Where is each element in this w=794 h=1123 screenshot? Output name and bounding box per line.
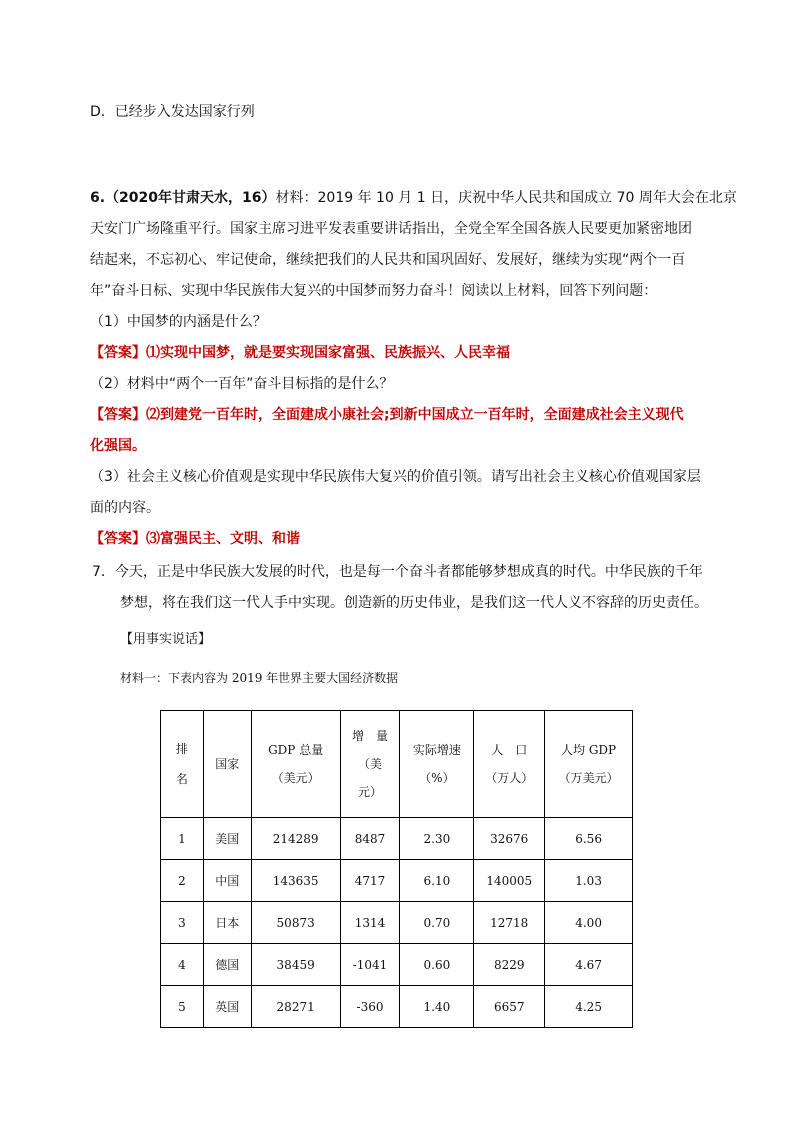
q6-sub3-question: （3）社会主义核心价值观是实现中华民族伟大复兴的价值引领。请写出社会主义核心价值观国家层	[90, 469, 701, 485]
option-d: D．已经步入发达国家行列	[90, 104, 255, 120]
table-cell: 1.03	[545, 860, 633, 902]
table-cell: 140005	[474, 860, 545, 902]
q6-sub2-question: （2）材料中“两个一百年”奋斗目标指的是什么？	[90, 376, 394, 392]
table-cell: 4.25	[545, 986, 633, 1028]
q6-sub2-answer	[90, 404, 684, 424]
table-cell: 28271	[251, 986, 340, 1028]
table-header-cell	[340, 711, 400, 818]
header-text: 人 口	[491, 742, 528, 757]
table-cell: 6.56	[545, 818, 633, 860]
table-header-cell	[203, 711, 251, 818]
table-cell: 美国	[203, 818, 251, 860]
q6-sub1-question: （1）中国梦的内涵是什么？	[90, 314, 267, 330]
answer-tag: 【答案】	[90, 407, 146, 423]
table-row	[161, 818, 633, 860]
q7-line-2: 梦想，将在我们这一代人手中实现。创造新的历史伟业，是我们这一代人义不容辞的历史责任。	[120, 595, 708, 611]
q6-sub2-answer-cont: 化强国。	[90, 438, 146, 454]
table-row	[161, 986, 633, 1028]
header-text: 元）	[358, 785, 383, 800]
table-header-cell	[400, 711, 474, 818]
q6-line-1	[90, 187, 737, 207]
table-cell: 1	[161, 818, 204, 860]
table-cell: 4.00	[545, 902, 633, 944]
table-header-cell	[251, 711, 340, 818]
table-header-cell	[161, 711, 204, 818]
table-cell: 4717	[340, 860, 400, 902]
header-text: 增 量	[352, 728, 389, 743]
table-cell: 5	[161, 986, 204, 1028]
q6-sub3-question-cont: 面的内容。	[90, 500, 160, 516]
material-title: 材料一：下表内容为 2019 年世界主要大国经济数据	[120, 671, 399, 685]
table-cell: 50873	[251, 902, 340, 944]
table-cell: 日本	[203, 902, 251, 944]
table-header-cell	[474, 711, 545, 818]
table-cell: 0.60	[400, 944, 474, 986]
table-cell: 2.30	[400, 818, 474, 860]
header-text: 排	[175, 741, 188, 756]
header-text: （万美元）	[558, 771, 619, 785]
table-cell: 英国	[203, 986, 251, 1028]
header-text: 国家	[215, 756, 240, 771]
table-cell: -1041	[340, 944, 400, 986]
table-header-cell	[545, 711, 633, 818]
table-cell: 2	[161, 860, 204, 902]
header-text: （美	[358, 756, 383, 771]
table-cell: 中国	[203, 860, 251, 902]
q6-material-4: 年”奋斗日标、实现中华民族伟大复兴的中国梦而努力奋斗！阅读以上材料，回答下列问题：	[90, 283, 658, 299]
answer-text: ⑶富强民主、文明、和谐	[146, 531, 300, 547]
header-text: 人均 GDP	[561, 742, 617, 757]
q6-material-2: 天安门广场隆重平行。国家主席习进平发表重要讲话指出，全党全军全国各族人民要更加紧密地团	[90, 221, 692, 237]
table-cell: 德国	[203, 944, 251, 986]
table-row	[161, 944, 633, 986]
q7-line-1: 7．今天，正是中华民族大发展的时代，也是每一个奋斗者都能够梦想成真的时代。中华民族的千年	[92, 564, 703, 580]
answer-tag: 【答案】	[90, 531, 146, 547]
table-cell: 1.40	[400, 986, 474, 1028]
table-cell: 4.67	[545, 944, 633, 986]
answer-text: ⑴实现中国梦，就是要实现国家富强、民族振兴、人民幸福	[146, 345, 510, 361]
table-cell: 8487	[340, 818, 400, 860]
q6-material-3: 结起来，不忘初心、牢记使命，继续把我们的人民共和国巩固好、发展好，继续为实现“两个一百	[90, 252, 686, 268]
table-body	[161, 711, 633, 1028]
q6-sub3-answer	[90, 528, 300, 548]
table-cell: 12718	[474, 902, 545, 944]
header-text: GDP 总量	[268, 742, 324, 757]
economy-table	[160, 710, 633, 1028]
q6-material-1: 材料：2019 年 10 月 1 日，庆祝中华人民共和国成立 70 周年大会在北京	[275, 190, 737, 206]
header-text: 名	[175, 772, 188, 786]
table-cell: 6657	[474, 986, 545, 1028]
table-cell: 143635	[251, 860, 340, 902]
table-cell: 38459	[251, 944, 340, 986]
table-cell: 32676	[474, 818, 545, 860]
answer-text: ⑵到建党一百年时，全面建成小康社会;到新中国成立一百年时，全面建成社会主义现代	[146, 407, 684, 423]
table-cell: 1314	[340, 902, 400, 944]
table-row	[161, 860, 633, 902]
table-cell: 8229	[474, 944, 545, 986]
header-text: 实际增速	[412, 742, 461, 757]
header-text: （美元）	[271, 771, 320, 785]
q6-sub1-answer	[90, 342, 510, 362]
table-cell: 4	[161, 944, 204, 986]
table-cell: 0.70	[400, 902, 474, 944]
section-title: 【用事实说话】	[120, 632, 212, 647]
table-cell: -360	[340, 986, 400, 1028]
table-row	[161, 902, 633, 944]
table-cell: 214289	[251, 818, 340, 860]
table-cell: 6.10	[400, 860, 474, 902]
table-header-row	[161, 711, 633, 818]
q6-source: 6.（2020年甘肃天水，16）	[90, 190, 276, 206]
header-text: （万人）	[485, 771, 534, 785]
answer-tag: 【答案】	[90, 345, 146, 361]
header-text: （%）	[419, 771, 455, 785]
table-cell: 3	[161, 902, 204, 944]
